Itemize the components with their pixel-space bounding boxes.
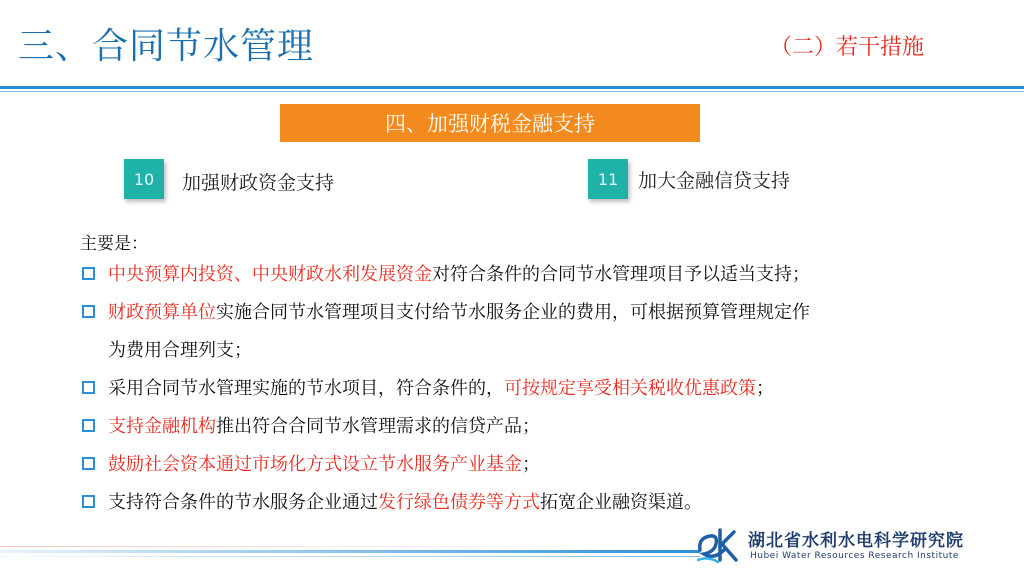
subitem-label: 加大金融信贷支持 bbox=[638, 170, 791, 192]
header-divider bbox=[0, 86, 1024, 89]
highlight-text: 财政预算单位 bbox=[108, 302, 216, 323]
body-text: ； bbox=[756, 378, 774, 399]
body-text: 采用合同节水管理实施的节水项目，符合条件的， bbox=[108, 378, 504, 399]
highlight-text: 鼓励社会资本通过市场化方式设立节水服务产业基金 bbox=[108, 454, 522, 475]
bullet-item bbox=[80, 410, 960, 448]
square-bullet-icon bbox=[82, 457, 95, 470]
body-text: 推出符合合同节水管理需求的信贷产品； bbox=[216, 416, 540, 437]
page-title: 三、合同节水管理 bbox=[18, 26, 315, 67]
body-text: 实施合同节水管理项目支付给节水服务企业的费用，可根据预算管理规定作 bbox=[216, 302, 810, 323]
intro-text: 主要是： bbox=[80, 234, 148, 254]
institute-logo-icon bbox=[694, 520, 742, 568]
institute-name-en: Hubei Water Resources Research Institute bbox=[750, 551, 959, 561]
bullet-continuation bbox=[80, 334, 960, 372]
bullet-item bbox=[80, 486, 960, 524]
section-banner: 四、加强财税金融支持 bbox=[280, 104, 700, 142]
body-text: 支持符合条件的节水服务企业通过 bbox=[108, 492, 378, 513]
subitem-label: 加强财政资金支持 bbox=[182, 172, 335, 194]
footer-divider bbox=[0, 550, 700, 553]
bullet-item bbox=[80, 448, 960, 486]
square-bullet-icon bbox=[82, 495, 95, 508]
square-bullet-icon bbox=[82, 267, 95, 280]
highlight-text: 发行绿色债券等方式 bbox=[378, 492, 540, 513]
highlight-text: 可按规定享受相关税收优惠政策 bbox=[504, 378, 756, 399]
footer-divider-thin bbox=[0, 556, 700, 557]
highlight-text: 支持金融机构 bbox=[108, 416, 216, 437]
body-text: 对符合条件的合同节水管理项目予以适当支持； bbox=[432, 264, 810, 285]
institute-name-cn: 湖北省水利水电科学研究院 bbox=[748, 531, 964, 551]
bullet-list bbox=[80, 258, 960, 524]
bullet-item bbox=[80, 372, 960, 410]
footer-divider-red bbox=[0, 546, 620, 547]
body-text: 拓宽企业融资渠道。 bbox=[540, 492, 702, 513]
square-bullet-icon bbox=[82, 419, 95, 432]
subitem-number-badge: 10 bbox=[124, 159, 164, 199]
header-divider-thin bbox=[0, 91, 1024, 92]
highlight-text: 中央预算内投资、中央财政水利发展资金 bbox=[108, 264, 432, 285]
body-text: ； bbox=[522, 454, 540, 475]
square-bullet-icon bbox=[82, 305, 95, 318]
subitem-number-badge: 11 bbox=[588, 159, 628, 199]
section-subtitle: （二）若干措施 bbox=[769, 35, 924, 60]
bullet-item bbox=[80, 258, 960, 296]
bullet-item bbox=[80, 296, 960, 334]
body-text: 为费用合理列支； bbox=[108, 340, 252, 361]
square-bullet-icon bbox=[82, 381, 95, 394]
